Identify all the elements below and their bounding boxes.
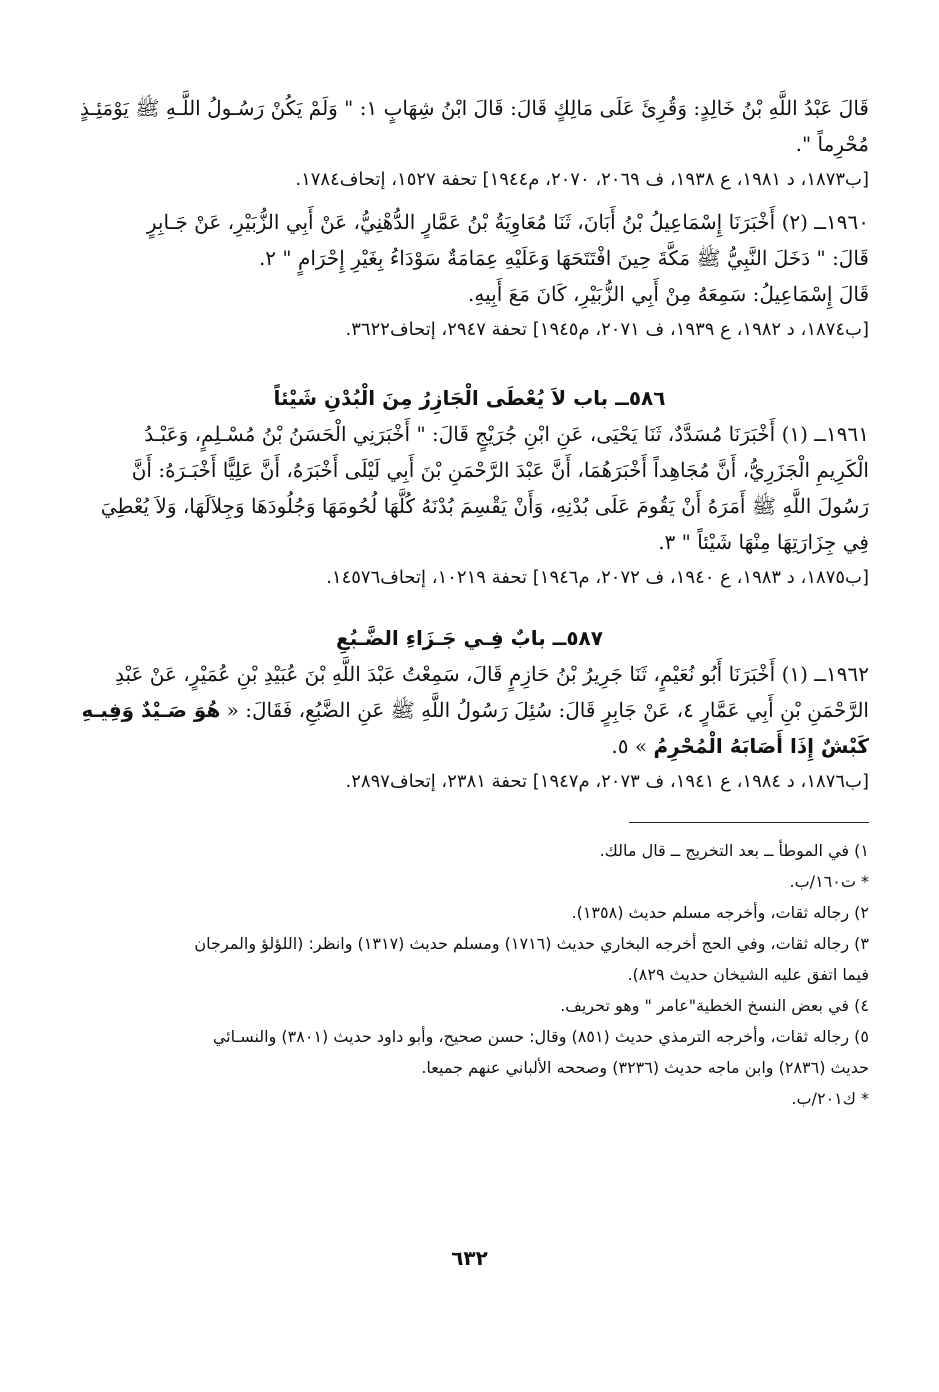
footnote-3-line-2: فيما اتفق عليه الشيخان حديث ٨٢٩). — [627, 965, 869, 984]
hadith-1961-reference: [ب١٨٧٥، د ١٩٨٣، ع ١٩٤٠، ف ٢٠٧٢، م١٩٤٦] تحفة ١٠٢١٩، إتحاف١٤٥٧٦. — [326, 567, 869, 588]
hadith-1962-line-2 — [70, 692, 869, 728]
hadith-1962-line-3-text: » ٥. — [611, 734, 654, 758]
footnote-4: ٤) في بعض النسخ الخطية"عامر " وهو تحريف. — [560, 996, 869, 1015]
hadith-1959-line-1: قَالَ عَبْدُ اللَّهِ بْنُ خَالِدٍ: وَقُرِئَ عَلَى مَالِكٍ قَالَ: قَالَ ابْنُ شِهَابٍ ١: " وَلَمْ يَكُنْ رَسُـولُ اللَّـهِ ﷺ يَوْمَئِـذٍ — [79, 96, 869, 120]
hadith-1961-line-3: رَسُولَ اللَّهِ ﷺ أَمَرَهُ أَنْ يَقُومَ عَلَى بُدْنِهِ، وَأَنْ يَقْسِمَ بُدْنَهُ كُلَّهَا لُحُومَهَا وَجُلُودَهَا وَجِلاَلَهَا، وَلاَ يُعْطِيَ — [100, 494, 869, 518]
page-body — [70, 90, 869, 1114]
footnotes — [70, 835, 869, 1114]
footnote-5-line-2: حديث (٢٨٣٦) وابن ماجه حديث (٣٢٣٦) وصححه الألباني عنهم جميعا. — [421, 1058, 869, 1077]
hadith-1962-line-1: ١٩٦٢ــ (١) أَخْبَرَنَا أَبُو نُعَيْمٍ، ثَنَا جَرِيرُ بْنُ حَازِمٍ قَالَ، سَمِعْتُ عَبْدَ اللَّهِ بْنَ عُبَيْدِ بْنِ عُمَيْرٍ، عَنْ عَبْدِ — [114, 662, 869, 686]
hadith-1960-line-1: ١٩٦٠ــ (٢) أَخْبَرَنَا إِسْمَاعِيلُ بْنُ أَبَانَ، ثَنَا مُعَاوِيَةُ بْنُ عَمَّارٍ الدُّهْنِيُّ، عَنْ أَبِي الزُّبَيْرِ، عَنْ جَـابِرٍ — [146, 210, 869, 234]
hadith-1962-reference: [ب١٨٧٦، د ١٩٨٤، ع ١٩٤١، ف ٢٠٧٣، م١٩٤٧] تحفة ٢٣٨١، إتحاف٢٨٩٧. — [345, 771, 869, 792]
hadith-1961-line-1: ١٩٦١ــ (١) أَخْبَرَنَا مُسَدَّدٌ، ثَنَا يَحْيَى، عَنِ ابْنِ جُرَيْجٍ قَالَ: " أَخْبَرَنِي الْحَسَنُ بْنُ مُسْـلِمٍ، وَعَبْـدُ — [144, 422, 869, 446]
hadith-1962-line-2-text: الرَّحْمَنِ بْنِ أَبِي عَمَّارٍ ٤، عَنْ جَابِرٍ قَالَ: سُئِلَ رَسُولُ اللَّهِ ﷺ عَنِ الضَّبُعِ، فَقَالَ: « — [220, 698, 869, 722]
hadith-1960-reference: [ب١٨٧٤، د ١٩٨٢، ع ١٩٣٩، ف ٢٠٧١، م١٩٤٥] تحفة ٢٩٤٧، إتحاف٣٦٢٢. — [345, 319, 869, 340]
chapter-587-title: ٥٨٧ــ بابٌ فِـي جَـزَاءِ الضَّـبُعِ — [336, 626, 603, 650]
page-number: ٦٣٢ — [451, 1246, 488, 1270]
hadith-1959-line-2: مُحْرِماً ". — [795, 132, 869, 156]
hadith-1960-line-3: قَالَ إِسْمَاعِيلُ: سَمِعَهُ مِنْ أَبِي الزُّبَيْرِ، كَانَ مَعَ أَبِيهِ. — [468, 282, 869, 306]
footnote-1: ١) في الموطأ ــ بعد التخريج ــ قال مالك. — [599, 841, 869, 860]
footnote-5-marker: * ك٢٠١/ب. — [791, 1089, 869, 1108]
hadith-1959-reference: [ب١٨٧٣، د ١٩٨١، ع ١٩٣٨، ف ٢٠٦٩، ٢٠٧٠، م١٩٤٤] تحفة ١٥٢٧، إتحاف١٧٨٤. — [295, 169, 869, 190]
hadith-1962-line-3 — [70, 728, 869, 764]
footnote-1-marker: * ت١٦٠/ب. — [789, 872, 869, 891]
hadith-1961-line-2: الْكَرِيمِ الْجَزَرِيُّ، أَنَّ مُجَاهِداً أَخْبَرَهُمَا، أَنَّ عَبْدَ الرَّحْمَنِ بْنَ أَبِي لَيْلَى أَخْبَرَهُ، أَنَّ عَلِيًّا أَخْبَـرَهُ: أَنَّ — [131, 458, 869, 482]
chapter-586-title: ٥٨٦ــ باب لاَ يُعْطَى الْجَازِرُ مِنَ الْبُدْنِ شَيْئاً — [273, 386, 666, 410]
hadith-1962-quote-end: كَبْشٌ إِذَا أَصَابَهُ الْمُحْرِمُ — [653, 734, 869, 758]
hadith-1960-line-2: قَالَ: " دَخَلَ النَّبِيُّ ﷺ مَكَّةَ حِينَ افْتَتَحَهَا وَعَلَيْهِ عِمَامَةٌ سَوْدَاءُ بِغَيْرِ إِحْرَامٍ " ٢. — [258, 246, 869, 270]
footnote-2: ٢) رجاله ثقات، وأخرجه مسلم حديث (١٣٥٨). — [571, 903, 869, 922]
footnote-divider — [629, 822, 869, 823]
footnote-3-line-1: ٣) رجاله ثقات، وفي الحج أخرجه البخاري حديث (١٧١٦) ومسلم حديث (١٣١٧) وانظر: (اللؤلؤ والمرجان — [194, 934, 869, 953]
hadith-1962-quote-start: هُوَ صَـيْدٌ وَفِيـهِ — [81, 698, 221, 722]
footnote-5-line-1: ٥) رجاله ثقات، وأخرجه الترمذي حديث (٨٥١) وقال: حسن صحيح، وأبو داود حديث (٣٨٠١) والنسـائي — [212, 1027, 869, 1046]
hadith-1961-line-4: فِي جِزَارَتِهَا مِنْهَا شَيْئاً " ٣. — [658, 530, 869, 554]
